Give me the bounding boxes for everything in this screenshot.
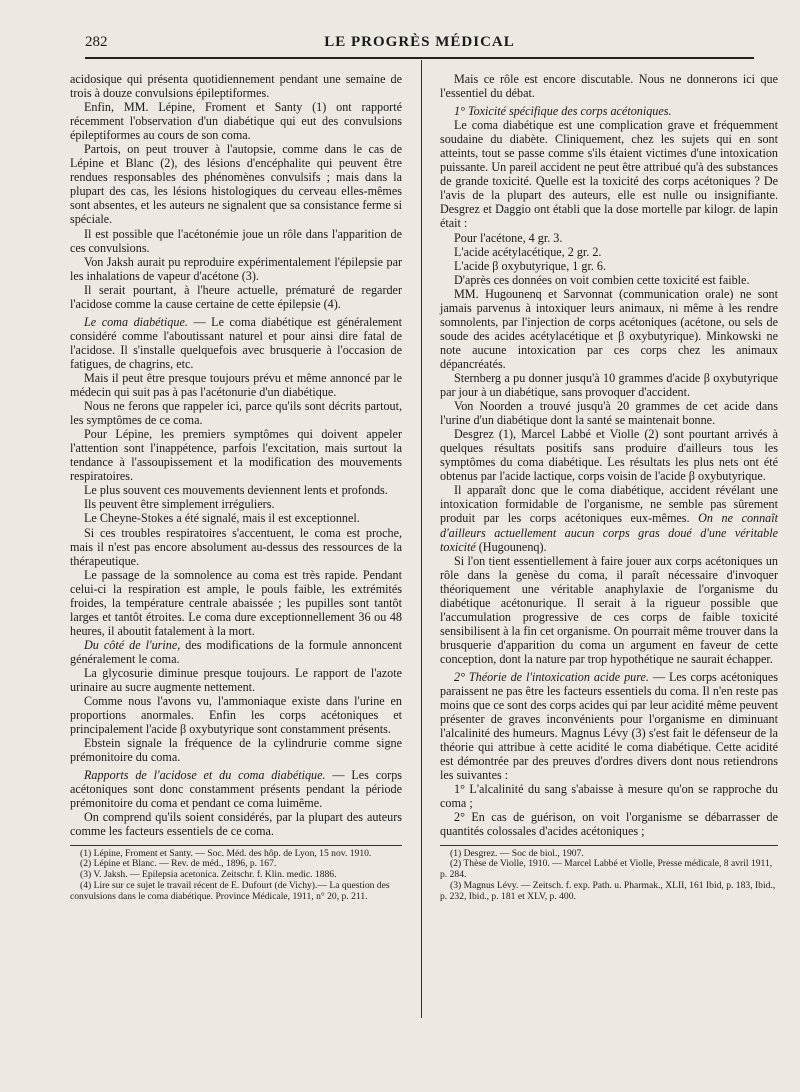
paragraph: Le coma diabétique est une complication grave et fréquemment soudaine du diabète. Cliniquement, chez les sujets qui en sont atteints, tout se passe comme s'ils étaient victimes d'une intoxication puissante. Un pareil accident ne peut être attribué qu'à des substances de grande toxicité. Quelle est la toxicité des corps acétoniques ? De l'avis de la plupart des auteurs, elle est nulle ou insignifiante. Desgrez et Daggio ont établi que la dose mortelle par kilogr. de lapin était : [440, 118, 778, 231]
dose-line: Pour l'acétone, 4 gr. 3. [454, 230, 563, 245]
paragraph: Comme nous l'avons vu, l'ammoniaque existe dans l'urine en proportions anormales. Enfin les corps acétoniques et principalement l'acide β oxybutyrique sont constamment présents. [70, 694, 402, 737]
section-intro: des modifications de la formule annoncent généralement le coma. [70, 637, 402, 666]
footnote: (4) Lire sur ce sujet le travail récent de E. Dufourt (de Vichy).— La question des convulsions dans le coma diabétique. Province Médicale, 1911, n° 20, p. 211. [70, 880, 390, 903]
section-intro: — Les corps acétoniques sont donc constamment présents pendant la période prémonitoire du coma et pendant ce coma luimême. [70, 768, 402, 811]
footnote-rule [70, 845, 402, 846]
paragraph: Von Jaksh aurait pu reproduire expérimentalement l'épilepsie par les inhalations de vapeur d'acétone (3). [70, 254, 402, 283]
list-item: 1° L'alcalinité du sang s'abaisse à mesure qu'on se rapproche du coma ; [440, 782, 778, 811]
footnote: (3) V. Jaksh. — Epilepsia acetonica. Zeitschr. f. Klin. medic. 1886. [80, 869, 337, 881]
text-run: (Hugounenq). [475, 539, 547, 554]
page-header [85, 34, 754, 56]
section-theorie [440, 670, 778, 782]
paragraph: On comprend qu'ils soient considérés, par la plupart des auteurs comme les facteurs essentiels de ce coma. [70, 810, 402, 839]
paragraph: Le passage de la somnolence au coma est très rapide. Pendant celui-ci la respiration est ample, le pouls faible, les extrémités froides, la température centrale abaissée ; les pupilles sont tantôt larges et tantôt étroites. Le coma dure exceptionnellement 36 ou 48 heures, il aboutit fatalement à la mort. [70, 567, 402, 638]
section-intro: — Le coma diabétique est généralement considéré comme l'aboutissant naturel et pour ainsi dire fatal de l'acidose. Il s'installe quelquefois avec brusquerie à l'occasion de fatigues, de chagrins, etc. [70, 314, 402, 371]
paragraph: Sternberg a pu donner jusqu'à 10 grammes d'acide β oxybutyrique par jour à un diabétique, sans provoquer d'accident. [440, 370, 778, 400]
section-heading: 2° Théorie de l'intoxication acide pure. [454, 669, 649, 684]
footnote-rule [440, 845, 778, 846]
paragraph: Mais il peut être presque toujours prévu et même annoncé par le médecin qui suit pas à pas l'acétonurie d'un diabétique. [70, 370, 402, 400]
section-heading: Le coma diabétique. [84, 314, 188, 329]
text-run: Il apparaît donc que le coma diabétique, accident révélant une intoxication formidable de l'organisme, ne semble pas sûrement produit par les corps acétoniques eux-mêmes. [440, 483, 778, 526]
section-intro: — Les corps acétoniques paraissent ne pas être les facteurs essentiels du coma. Il n'en reste pas moins que ce sont des corps acides qui par leur acidité même peuvent présenter de graves inconvénients pour l'organisme en diminuant l'alcalinité des humeurs. Magnus Lévy (3) s'est fait le défenseur de la théorie qui attribue à cette acidité le coma diabétique. Cette acidité est démontrée par des preuves d'ordres divers dont nous retiendrons les suivantes : [440, 669, 778, 783]
paragraph: Ebstein signale la fréquence de la cylindrurie comme signe prémonitoire du coma. [70, 736, 402, 765]
paragraph: Si ces troubles respiratoires s'accentuent, le coma est proche, mais il n'est pas encore absolument au-dessus des ressources de la thérapeutique. [70, 525, 402, 568]
left-column [70, 72, 402, 903]
section-urine [70, 638, 402, 666]
italic-quote: On ne connaît d'ailleurs actuellement aucun corps gras doué d'une véritable toxicité [440, 511, 778, 554]
footnotes [440, 849, 778, 904]
section-heading [440, 104, 778, 118]
paragraph [440, 483, 778, 553]
paragraph: Enfin, MM. Lépine, Froment et Santy (1) ont rapporté récemment l'observation d'un diabétique qui eut des convulsions épileptiformes au cours de son coma. [70, 100, 402, 143]
paragraph: D'après ces données on voit combien cette toxicité est faible. [454, 272, 750, 287]
section-heading: Du côté de l'urine, [84, 637, 181, 652]
footnote: (1) Lépine, Froment et Santy. — Soc. Méd. des hôp. de Lyon, 15 nov. 1910. [80, 847, 372, 859]
footnote: (2) Lépine et Blanc. — Rev. de méd., 1896, p. 167. [80, 858, 277, 870]
footnotes [70, 849, 402, 904]
paragraph: Mais ce rôle est encore discutable. Nous ne donnerons ici que l'essentiel du débat. [440, 72, 778, 101]
paragraph: Le Cheyne-Stokes a été signalé, mais il est exceptionnel. [84, 511, 360, 526]
paragraph: Ils peuvent être simplement irréguliers. [84, 497, 275, 512]
right-column [440, 72, 778, 903]
paragraph: Partois, on peut trouver à l'autopsie, comme dans le cas de Lépine et Blanc (2), des lésions d'encéphalite qui peuvent être rendues responsables des phénomènes convulsifs ; mais dans la plupart des cas, les lésions histologiques du cerveau elles-mêmes sont absentes, et les auteurs ne signalent que sa consistance ferme si spéciale. [70, 142, 402, 227]
paragraph: Il est possible que l'acétonémie joue un rôle dans l'apparition de ces convulsions. [70, 226, 402, 255]
list-item: 2° En cas de guérison, on voit l'organisme se débarrasser de quantités colossales d'acides acétoniques ; [440, 810, 778, 839]
column-divider [421, 60, 422, 1018]
footnote: (2) Thèse de Violle, 1910. — Marcel Labbé et Violle, Presse médicale, 8 avril 1911, p. 284. [440, 858, 773, 881]
journal-title: LE PROGRÈS MÉDICAL [324, 34, 515, 50]
paragraph: Desgrez (1), Marcel Labbé et Violle (2) sont pourtant arrivés à quelques résultats positifs sans produire d'ailleurs tous les symptômes du coma diabétique. Les résultats les plus nets ont été obtenus par l'acide lactique, corps voisin de l'acide β oxybutyrique. [440, 427, 778, 484]
paragraph: La glycosurie diminue presque toujours. Le rapport de l'azote urinaire au sucre augmente nettement. [70, 665, 402, 695]
paragraph: MM. Hugounenq et Sarvonnat (communication orale) ne sont jamais parvenus à intoxiquer leurs animaux, ni même à les rendre somnolents, par l'injection de corps acétoniques (acétone, ou sels de soude des acides acétylacétique et β oxybutyrique). Minkowski ne note aucune intoxication par ces corps chez les animaux dépancréatés. [440, 286, 778, 371]
section-heading-text: 1° Toxicité spécifique des corps acétoniques. [454, 104, 672, 119]
paragraph: Von Noorden a trouvé jusqu'à 20 grammes de cet acide dans l'urine d'un diabétique dont la santé se maintenait bonne. [440, 399, 778, 428]
footnote: (3) Magnus Lévy. — Zeitsch. f. exp. Path. u. Pharmak., XLII, 161 Ibid, p. 183, Ibid., p. 232, Ibid., p. 181 et XLV, p. 400. [440, 880, 776, 903]
paragraph: Le plus souvent ces mouvements deviennent lents et profonds. [84, 483, 388, 498]
footnote: (1) Desgrez. — Soc de biol., 1907. [450, 847, 584, 859]
dose-line: L'acide β oxybutyrique, 1 gr. 6. [454, 258, 606, 273]
section-heading: Rapports de l'acidose et du coma diabétique. [84, 768, 326, 783]
header-rule [85, 57, 754, 59]
section-rapports [70, 768, 402, 810]
page-number: 282 [85, 34, 108, 50]
paragraph: Il serait pourtant, à l'heure actuelle, prématuré de regarder l'acidose comme la cause certaine de cette épilepsie (4). [70, 282, 402, 311]
dose-line: L'acide acétylacétique, 2 gr. 2. [454, 244, 602, 259]
paragraph: Nous ne ferons que rappeler ici, parce qu'ils sont décrits partout, les symptômes de ce coma. [70, 399, 402, 428]
paragraph: acidosique qui présenta quotidiennement pendant une semaine de trois à douze convulsions épileptiformes. [70, 72, 402, 101]
paragraph: Pour Lépine, les premiers symptômes qui doivent appeler l'attention sont l'inappétence, parfois l'excitation, mais surtout la tendance à l'assoupissement et la modification des mouvements respiratoires. [70, 427, 402, 484]
section-coma-diabetique [70, 315, 402, 371]
paragraph: Si l'on tient essentiellement à faire jouer aux corps acétoniques un rôle dans la genèse du coma, il paraît nécessaire d'invoquer théoriquement une véritable anaphylaxie de l'organisme du diabétique acétonurique. Il serait à la rigueur possible que l'accumulation progressive de ces corps de faible toxicité sensibilisent à la fin cet organisme. On pourrait même trouver dans la brusquerie d'apparition du coma un argument en faveur de cette conception, dont la nature par trop hypothétique ne saurait échapper. [440, 553, 778, 666]
